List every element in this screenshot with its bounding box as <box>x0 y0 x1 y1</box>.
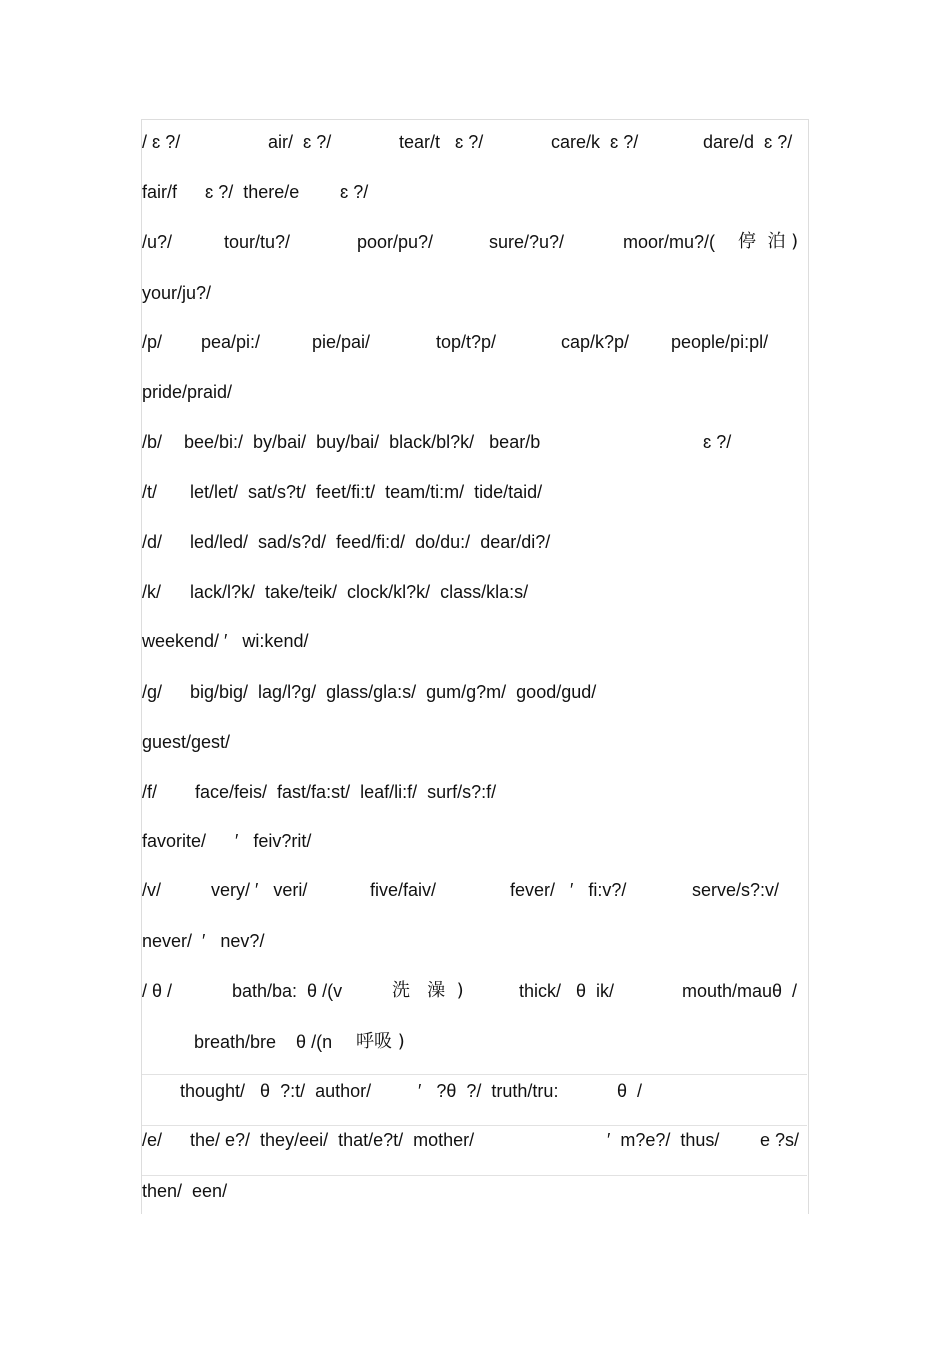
text-fragment: /d/ <box>142 532 163 552</box>
text-fragment: never/ ′ nev?/ <box>142 931 265 951</box>
text-fragment: the/ e?/ they/eei/ that/e?t/ mother/ <box>190 1130 475 1150</box>
text-fragment: /v/ <box>142 880 162 900</box>
text-fragment: ′ feiv?rit/ <box>235 831 312 851</box>
text-fragment: ɛ ?/ <box>703 432 732 452</box>
text-fragment: /g/ <box>142 682 163 702</box>
text-fragment: let/let/ sat/s?t/ feet/fi:t/ team/ti:m/ tide/taid/ <box>190 482 543 502</box>
text-fragment: led/led/ sad/s?d/ feed/fi:d/ do/du:/ dear/di?/ <box>190 532 551 552</box>
text-fragment: very/ ′ veri/ <box>211 880 308 900</box>
text-fragment: cap/k?p/ <box>561 332 630 352</box>
text-fragment: pea/pi:/ <box>201 332 261 352</box>
divider <box>142 1074 807 1075</box>
text-fragment: serve/s?:v/ <box>692 880 780 900</box>
text-fragment: face/feis/ fast/fa:st/ leaf/li:f/ surf/s?:f/ <box>195 782 497 802</box>
divider <box>142 1175 807 1176</box>
text-fragment: lack/l?k/ take/teik/ clock/kl?k/ class/kla:s/ <box>190 582 529 602</box>
text-fragment: tear/t ɛ ?/ <box>399 132 484 152</box>
text-fragment: big/big/ lag/l?g/ glass/gla:s/ gum/g?m/ good/gud/ <box>190 682 597 702</box>
text-fragment: /t/ <box>142 482 158 502</box>
text-fragment: breath/bre θ /(n <box>194 1032 333 1052</box>
text-fragment: ′ m?e?/ thus/ <box>607 1130 720 1150</box>
text-fragment: e ?s/ <box>760 1130 800 1150</box>
text-fragment: fair/f <box>142 182 178 202</box>
text-fragment: mouth/mauθ / <box>682 981 798 1001</box>
text-fragment: tour/tu?/ <box>224 232 291 252</box>
text-fragment: your/ju?/ <box>142 283 212 303</box>
text-fragment: 洗 澡 ) <box>392 980 464 1001</box>
text-fragment: /f/ <box>142 782 158 802</box>
text-fragment: five/faiv/ <box>370 880 437 900</box>
text-fragment: then/ een/ <box>142 1181 228 1201</box>
text-fragment: weekend/ ′ wi:kend/ <box>142 631 309 651</box>
text-fragment: /p/ <box>142 332 163 352</box>
text-fragment: /e/ <box>142 1130 163 1150</box>
text-fragment: 停 泊 ) <box>738 231 799 252</box>
text-fragment: thick/ θ ik/ <box>519 981 615 1001</box>
text-fragment: poor/pu?/ <box>357 232 434 252</box>
text-fragment: pride/praid/ <box>142 382 233 402</box>
text-fragment: guest/gest/ <box>142 732 231 752</box>
text-fragment: favorite/ <box>142 831 207 851</box>
text-fragment: fever/ ′ fi:v?/ <box>510 880 627 900</box>
text-fragment: pie/pai/ <box>312 332 371 352</box>
text-fragment: /u?/ <box>142 232 173 252</box>
text-fragment: bath/ba: θ /(v <box>232 981 343 1001</box>
text-fragment: ɛ ?/ there/e <box>205 182 300 202</box>
divider <box>142 1125 807 1126</box>
text-fragment: /b/ <box>142 432 163 452</box>
text-fragment: air/ ɛ ?/ <box>268 132 332 152</box>
text-fragment: dare/d ɛ ?/ <box>703 132 793 152</box>
text-fragment: care/k ɛ ?/ <box>551 132 639 152</box>
text-fragment: bee/bi:/ by/bai/ buy/bai/ black/bl?k/ bear/b <box>184 432 541 452</box>
text-fragment: thought/ θ ?:t/ author/ <box>180 1081 372 1101</box>
text-fragment: ′ ?θ ?/ truth/tru: <box>418 1081 559 1101</box>
text-fragment: moor/mu?/( <box>623 232 716 252</box>
text-fragment: sure/?u?/ <box>489 232 565 252</box>
text-fragment: 呼吸 ) <box>356 1031 405 1052</box>
text-fragment: / θ / <box>142 981 173 1001</box>
text-fragment: people/pi:pl/ <box>671 332 769 352</box>
text-fragment: /k/ <box>142 582 162 602</box>
text-fragment: top/t?p/ <box>436 332 497 352</box>
text-fragment: / ɛ ?/ <box>142 132 181 152</box>
text-fragment: ɛ ?/ <box>340 182 369 202</box>
text-fragment: θ / <box>617 1081 643 1101</box>
